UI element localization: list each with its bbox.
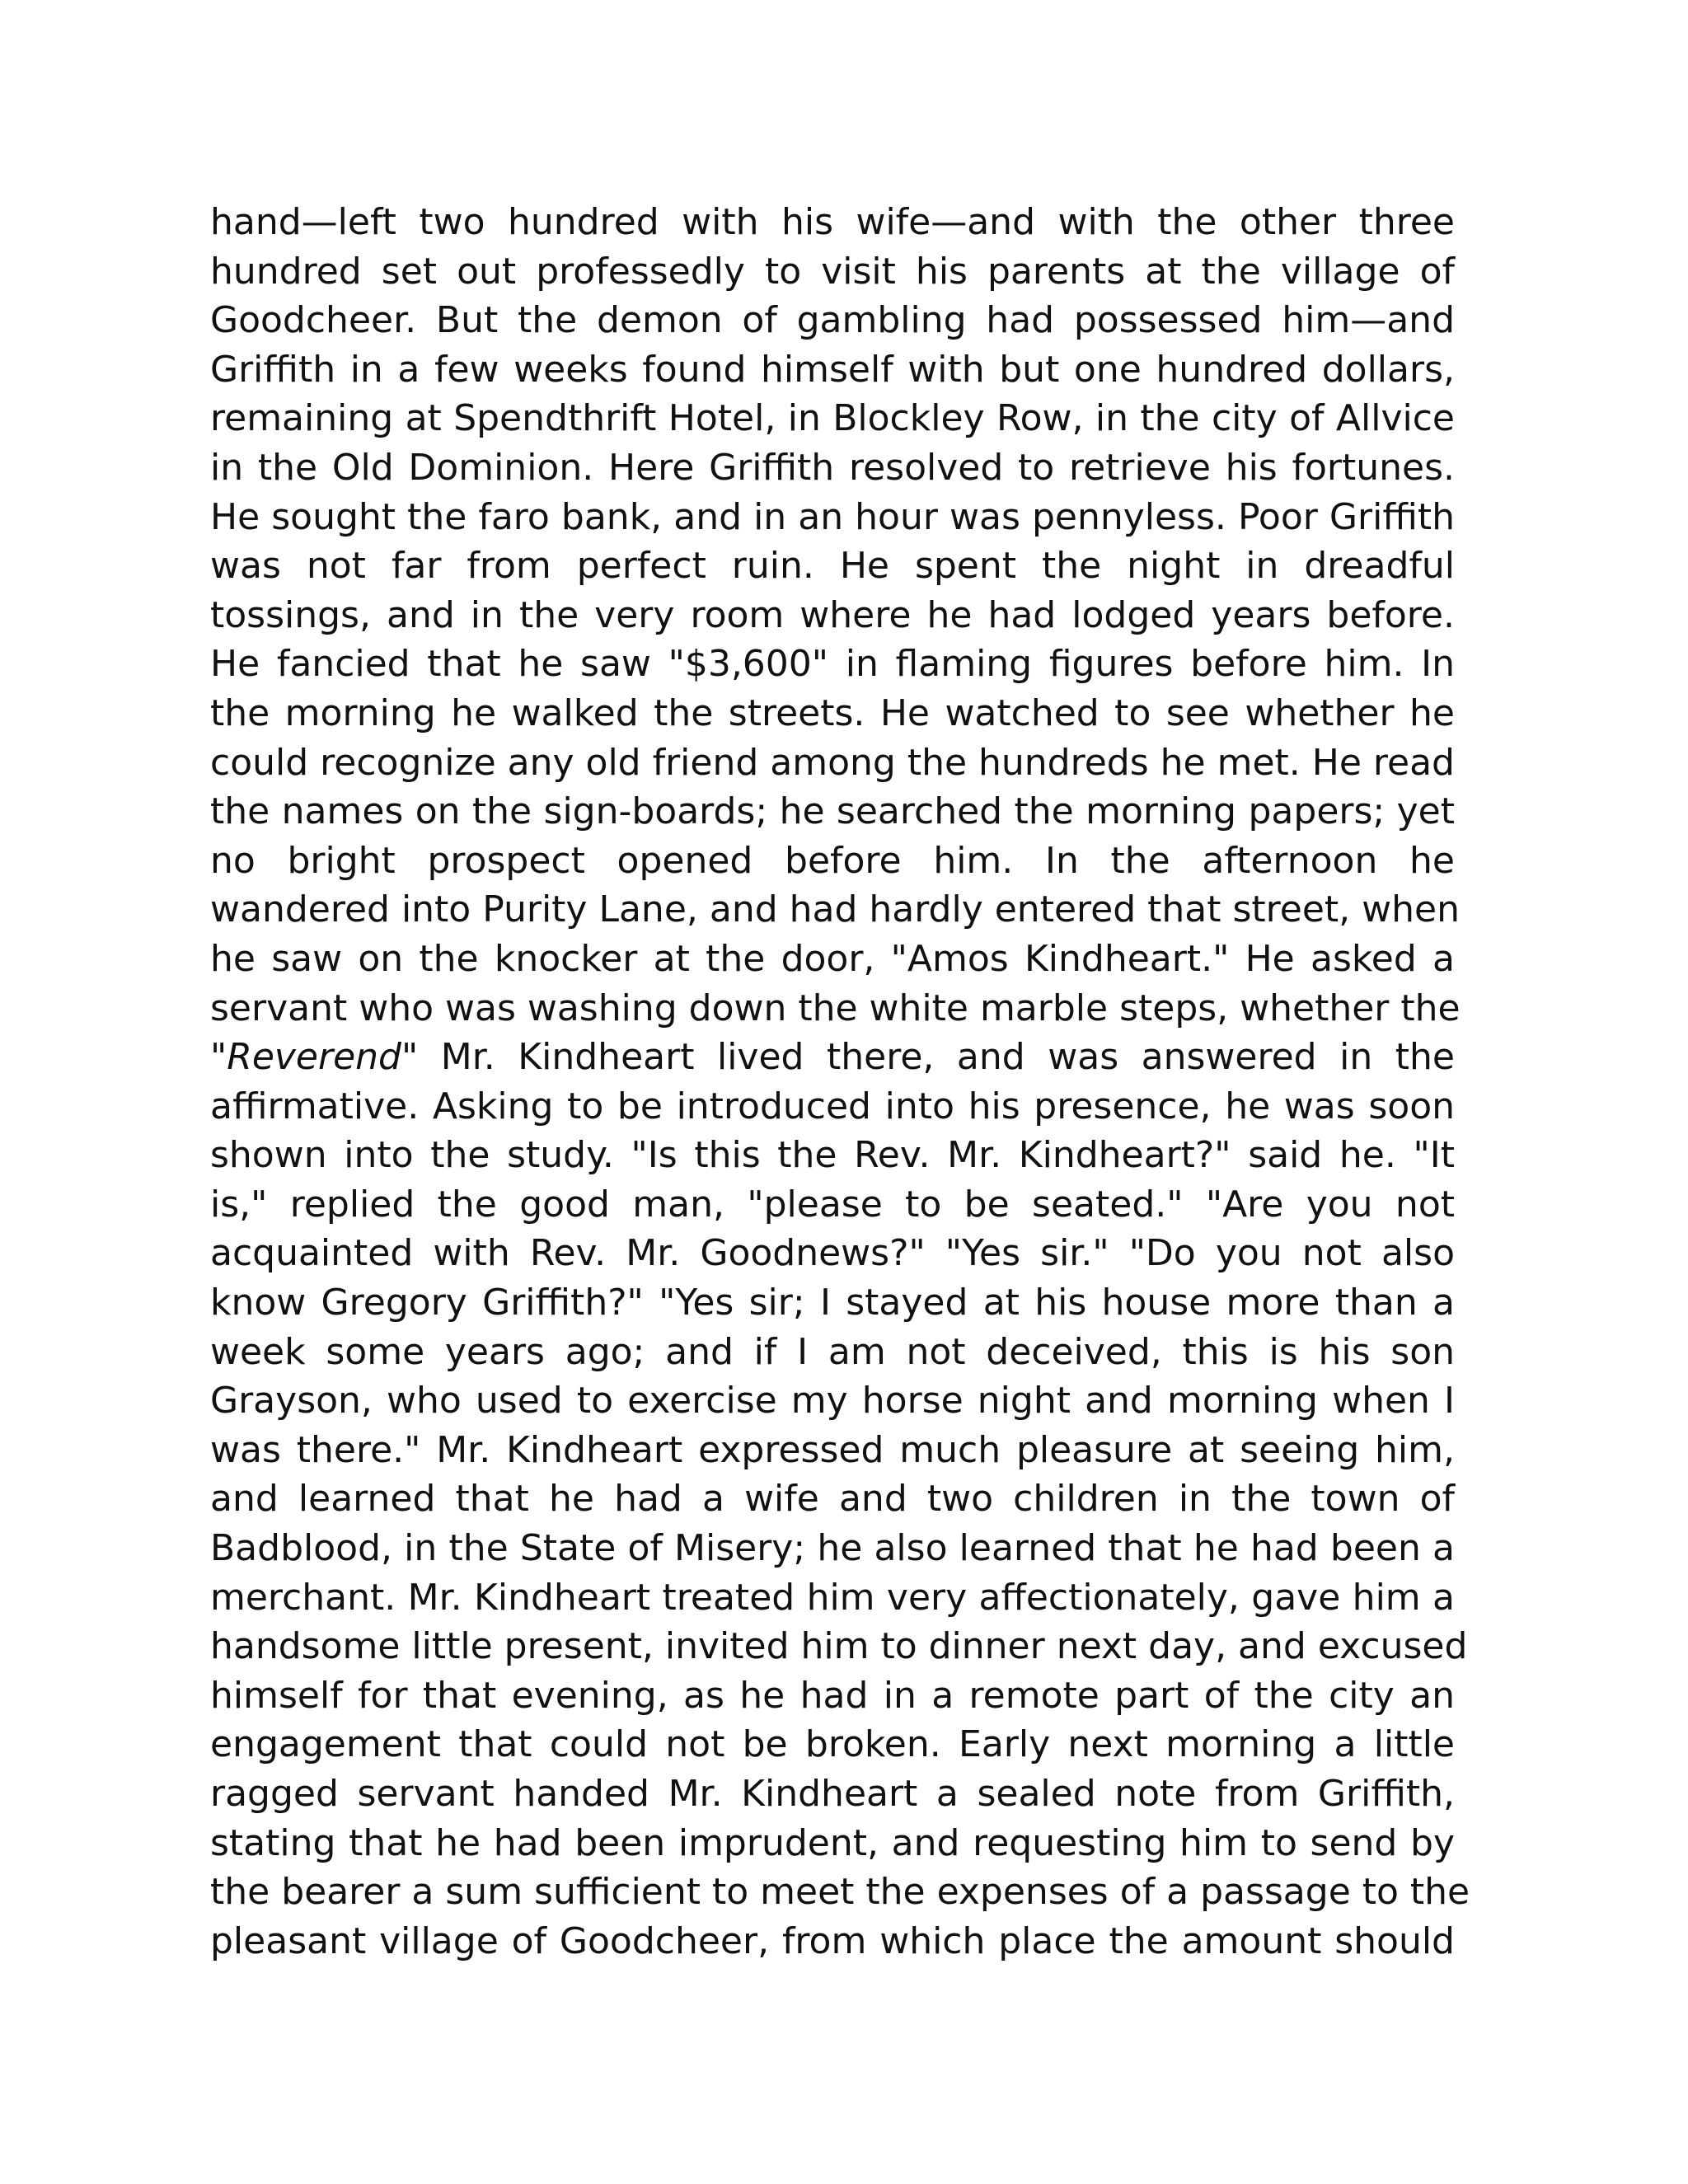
open-quote: " bbox=[210, 1036, 227, 1079]
text-line: engagement that could not be broken. Early next morning a little bbox=[210, 1723, 1455, 1766]
text-line: pleasant village of Goodcheer, from which place the amount should bbox=[210, 1919, 1455, 1962]
text-line: was not far from perfect ruin. He spent the night in dreadful bbox=[210, 545, 1455, 588]
text-line: remaining at Spendthrift Hotel, in Blockley Row, in the city of Allvice bbox=[210, 397, 1455, 440]
text-line: hundred set out professedly to visit his parents at the village of bbox=[210, 250, 1455, 293]
text-line: wandered into Purity Lane, and had hardly entered that street, when bbox=[210, 888, 1460, 931]
text-line: hand—left two hundred with his wife—and with the other three bbox=[210, 201, 1455, 243]
text-line: in the Old Dominion. Here Griffith resolved to retrieve his fortunes. bbox=[210, 446, 1455, 489]
text-line: tossings, and in the very room where he had lodged years before. bbox=[210, 593, 1455, 636]
text-line: acquainted with Rev. Mr. Goodnews?" "Yes sir." "Do you not also bbox=[210, 1232, 1455, 1275]
text-line: He fancied that he saw "$3,600" in flaming figures before him. In bbox=[210, 643, 1455, 686]
text-line: Badblood, in the State of Misery; he also learned that he had been a bbox=[210, 1527, 1455, 1570]
text-line: He sought the faro bank, and in an hour was pennyless. Poor Griffith bbox=[210, 495, 1455, 538]
body-text bbox=[210, 198, 1470, 1966]
text-line: handsome little present, invited him to dinner next day, and excused bbox=[210, 1625, 1468, 1668]
text-line-with-italic bbox=[210, 1033, 1455, 1082]
text-line: no bright prospect opened before him. In the afternoon he bbox=[210, 839, 1455, 882]
text-line: the names on the sign-boards; he searched the morning papers; yet bbox=[210, 790, 1455, 833]
text-line: is," replied the good man, "please to be seated." "Are you not bbox=[210, 1183, 1455, 1226]
italic-word: Reverend bbox=[227, 1036, 401, 1079]
text-line: Griffith in a few weeks found himself with but one hundred dollars, bbox=[210, 348, 1455, 391]
text-line: Goodcheer. But the demon of gambling had possessed him—and bbox=[210, 299, 1455, 342]
text-line: week some years ago; and if I am not deceived, this is his son bbox=[210, 1330, 1455, 1373]
text-line: and learned that he had a wife and two children in the town of bbox=[210, 1478, 1455, 1521]
text-line: himself for that evening, as he had in a remote part of the city an bbox=[210, 1674, 1455, 1717]
text-line: know Gregory Griffith?" "Yes sir; I stayed at his house more than a bbox=[210, 1282, 1455, 1324]
text-line: he saw on the knocker at the door, "Amos Kindheart." He asked a bbox=[210, 937, 1455, 980]
text-line: servant who was washing down the white marble steps, whether the bbox=[210, 987, 1461, 1029]
text-line: shown into the study. "Is this the Rev. Mr. Kindheart?" said he. "It bbox=[210, 1134, 1455, 1177]
text-line: Grayson, who used to exercise my horse night and morning when I bbox=[210, 1380, 1455, 1422]
text-line: the bearer a sum sufficient to meet the expenses of a passage to the bbox=[210, 1871, 1470, 1914]
text-line: the morning he walked the streets. He watched to see whether he bbox=[210, 691, 1455, 734]
text-line: was there." Mr. Kindheart expressed much pleasure at seeing him, bbox=[210, 1428, 1455, 1471]
text-line: ragged servant handed Mr. Kindheart a sealed note from Griffith, bbox=[210, 1773, 1455, 1815]
text-line: stating that he had been imprudent, and requesting him to send by bbox=[210, 1821, 1455, 1864]
text-line: affirmative. Asking to be introduced into his presence, he was soon bbox=[210, 1085, 1455, 1127]
line-rest: " Mr. Kindheart lived there, and was answered in the bbox=[401, 1036, 1455, 1079]
text-line: merchant. Mr. Kindheart treated him very affectionately, gave him a bbox=[210, 1576, 1455, 1619]
text-line: could recognize any old friend among the hundreds he met. He read bbox=[210, 741, 1455, 784]
